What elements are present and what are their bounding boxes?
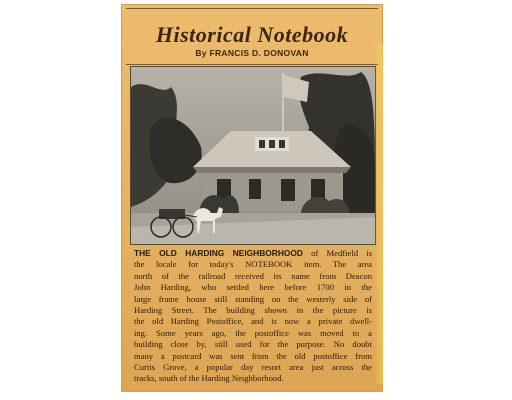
article-line: the locale for today's NOTEBOOK item. The area — [134, 259, 372, 270]
article-line: large frame house still standing on the westerly side of — [134, 293, 372, 304]
article-line: ing. Some years ago, the postoffice was moved to a — [134, 327, 372, 338]
article-text — [134, 248, 372, 385]
byline: By FRANCIS D. DONOVAN — [195, 48, 309, 58]
column-title: Historical Notebook — [155, 22, 349, 47]
newspaper-clipping — [121, 4, 383, 392]
article-line: Curtis Grove, a popular day resort area just across the — [134, 362, 372, 373]
article-line: Harding Street. The building shown in the picture is — [134, 305, 372, 316]
article-line: building close by, still used for the purpose. No doubt — [134, 339, 372, 350]
article-lead: THE OLD HARDING NEIGHBORHOOD — [134, 248, 303, 258]
article-line: the old Harding Postoffice, and is now a private dwell- — [134, 316, 372, 327]
historic-photo — [131, 67, 375, 244]
article-line: John Harding, who settled here before 1700 in the — [134, 282, 372, 293]
article-line: THE OLD HARDING NEIGHBORHOOD of Medfield is — [134, 248, 372, 258]
article-line: many a postcard was sent from the old postoffice from — [134, 350, 372, 361]
article-line: tracks, south of the Harding Neighborhood. — [134, 373, 284, 384]
article-line: north of the railroad received its name from Deacon — [134, 270, 372, 281]
